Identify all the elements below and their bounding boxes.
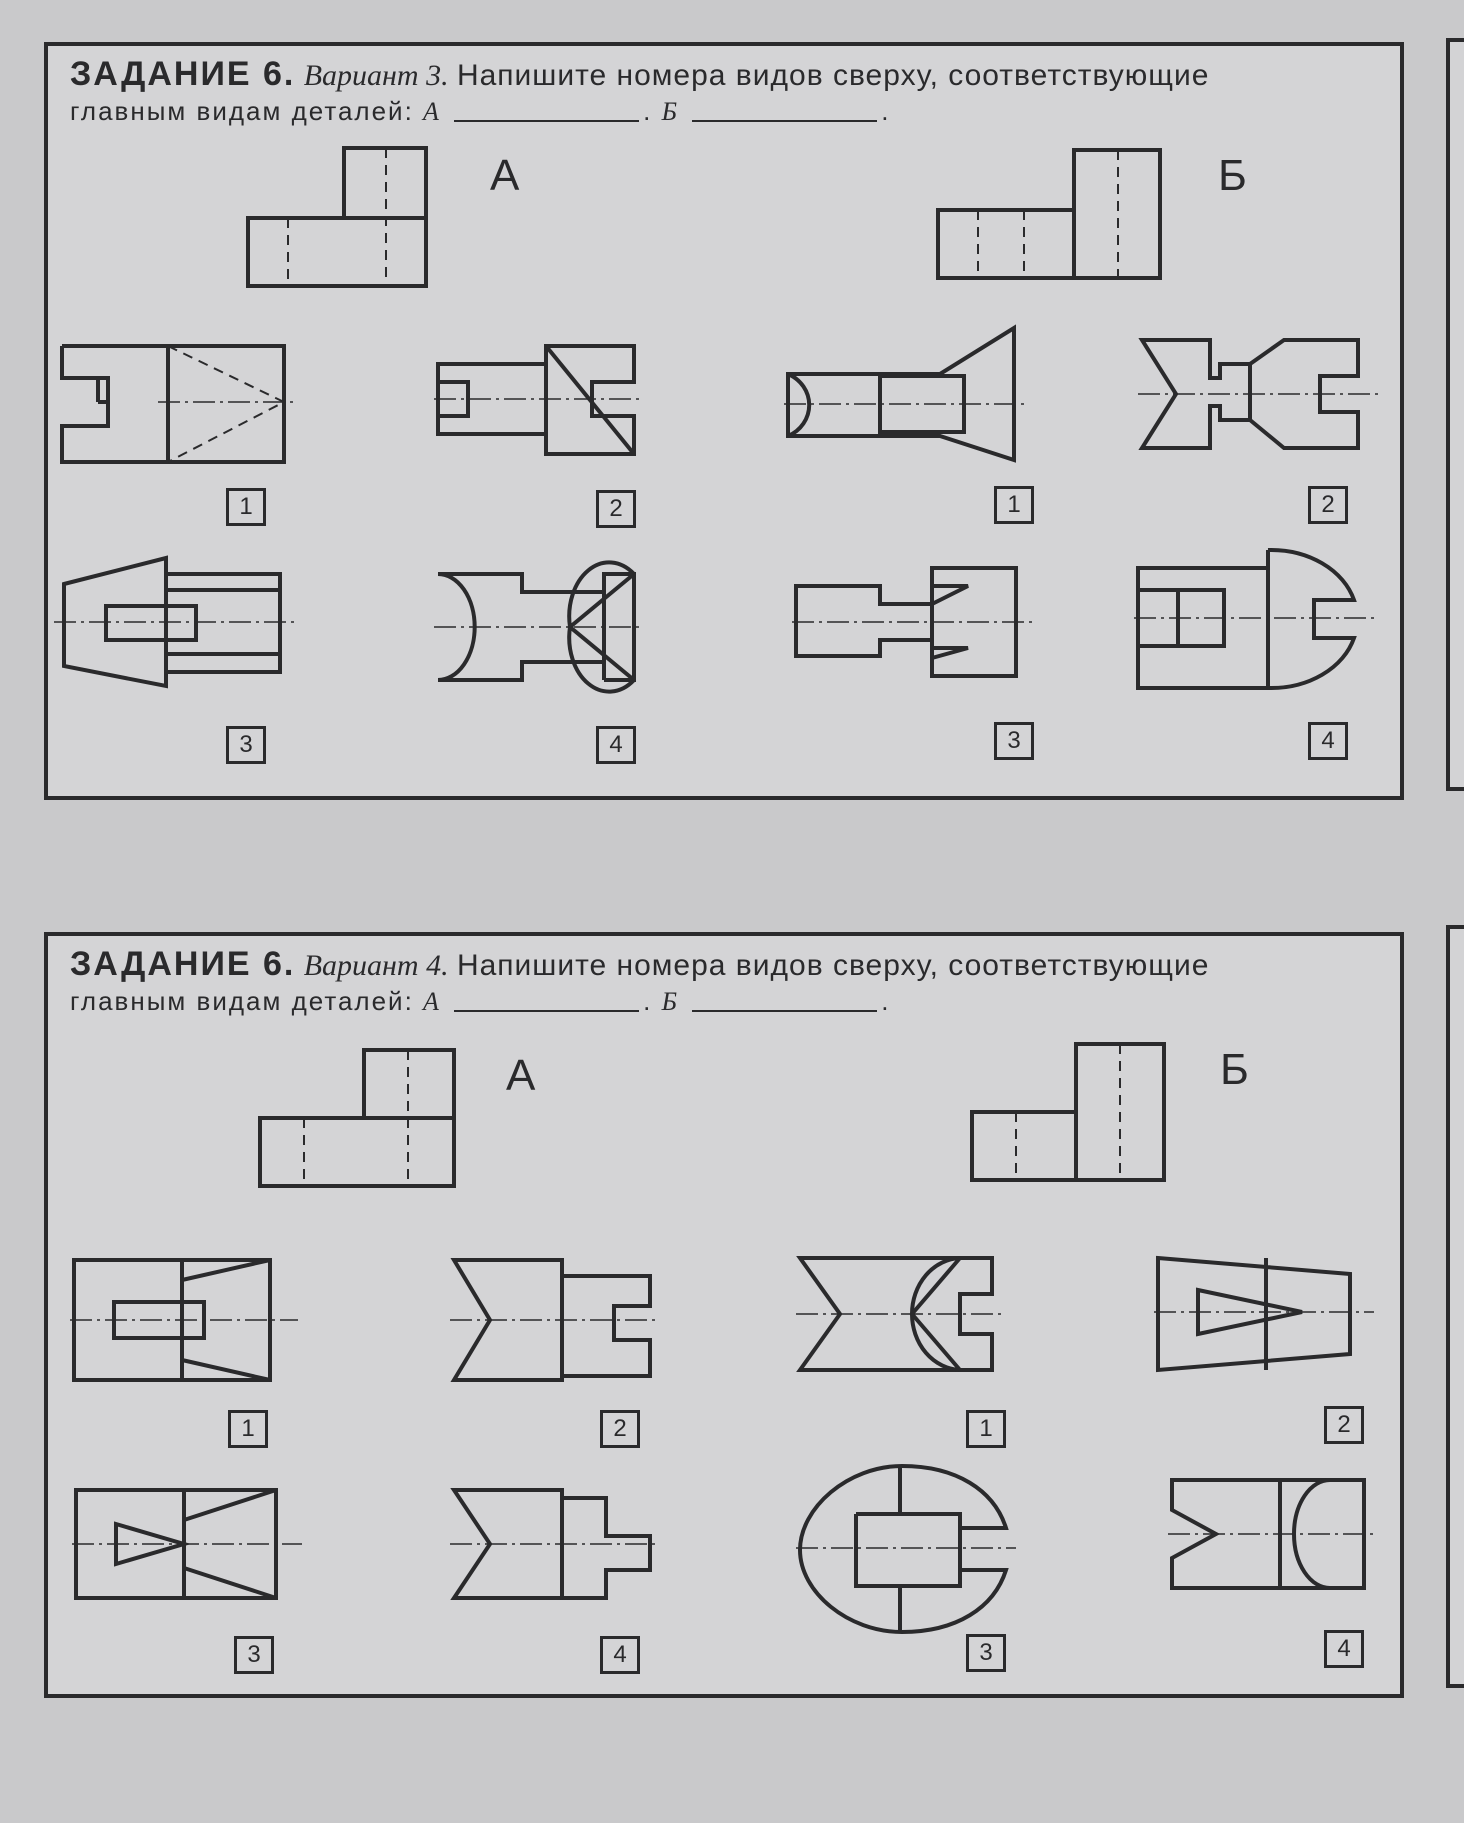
view-number-box: 4 [1324, 1630, 1364, 1668]
part-a-top-view-3 [54, 554, 294, 704]
part-a-main-view [256, 1046, 466, 1196]
task-subline: главным видам деталей: А . Б . [70, 986, 891, 1016]
view-number-box: 4 [600, 1636, 640, 1674]
answer-b-field[interactable] [692, 990, 877, 1012]
answer-a-field[interactable] [454, 100, 639, 122]
task-title: ЗАДАНИЕ 6. [70, 55, 296, 93]
part-a-top-view-2 [434, 342, 654, 472]
adjacent-page-frame [1446, 925, 1464, 1688]
task-instruction: Напишите номера видов сверху, соответствующие [456, 949, 1210, 982]
part-a-top-view-2 [450, 1256, 670, 1386]
part-b-letter: Б [1218, 151, 1247, 200]
answer-b-label: Б [661, 987, 679, 1016]
answer-b-field[interactable] [692, 100, 877, 122]
task-panel-variant-4 [44, 932, 1404, 1698]
part-b-top-view-2 [1138, 336, 1378, 466]
part-a-top-view-4 [450, 1486, 670, 1616]
part-a-top-view-1 [70, 1256, 300, 1386]
adjacent-page-frame [1446, 38, 1464, 791]
view-number-box: 1 [228, 1410, 268, 1448]
part-a-top-view-4 [434, 570, 654, 700]
part-a-letter: А [490, 151, 520, 200]
part-b-top-view-2 [1154, 1254, 1384, 1384]
view-number-box: 1 [226, 488, 266, 526]
view-number-box: 3 [994, 722, 1034, 760]
answer-a-label: А [423, 987, 441, 1016]
view-number-box: 3 [226, 726, 266, 764]
part-b-top-view-1 [796, 1254, 1016, 1384]
view-number-box: 1 [994, 486, 1034, 524]
view-number-box: 2 [600, 1410, 640, 1448]
part-a-top-view-3 [72, 1486, 312, 1616]
part-a-main-view [244, 144, 454, 294]
answer-a-label: А [423, 97, 441, 126]
view-number-box: 2 [1324, 1406, 1364, 1444]
view-number-box: 3 [234, 1636, 274, 1674]
task-heading [70, 944, 1390, 986]
part-a-top-view-1 [58, 342, 298, 472]
view-number-box: 2 [596, 490, 636, 528]
part-b-letter: Б [1220, 1045, 1249, 1094]
answer-a-field[interactable] [454, 990, 639, 1012]
part-b-top-view-3 [796, 1462, 1026, 1642]
task-heading [70, 54, 1390, 96]
answer-b-label: Б [661, 97, 679, 126]
task-instruction-line2: главным видам деталей: [70, 96, 414, 126]
task-subline: главным видам деталей: А . Б . [70, 96, 891, 126]
part-a-letter: А [506, 1051, 536, 1100]
view-number-box: 3 [966, 1634, 1006, 1672]
part-b-top-view-4 [1168, 1476, 1378, 1606]
task-title: ЗАДАНИЕ 6. [70, 945, 296, 983]
task-instruction: Напишите номера видов сверху, соответствующие [456, 59, 1210, 92]
view-number-box: 1 [966, 1410, 1006, 1448]
view-number-box: 4 [596, 726, 636, 764]
task-variant: Вариант 3. [303, 59, 449, 92]
task-panel-variant-3 [44, 42, 1404, 800]
view-number-box: 2 [1308, 486, 1348, 524]
task-variant: Вариант 4. [303, 949, 449, 982]
view-number-box: 4 [1308, 722, 1348, 760]
task-instruction-line2: главным видам деталей: [70, 986, 414, 1016]
part-b-top-view-3 [792, 564, 1032, 694]
part-b-top-view-1 [784, 324, 1024, 474]
part-b-main-view [968, 1040, 1178, 1190]
part-b-top-view-4 [1134, 546, 1394, 696]
part-b-main-view [934, 146, 1174, 296]
